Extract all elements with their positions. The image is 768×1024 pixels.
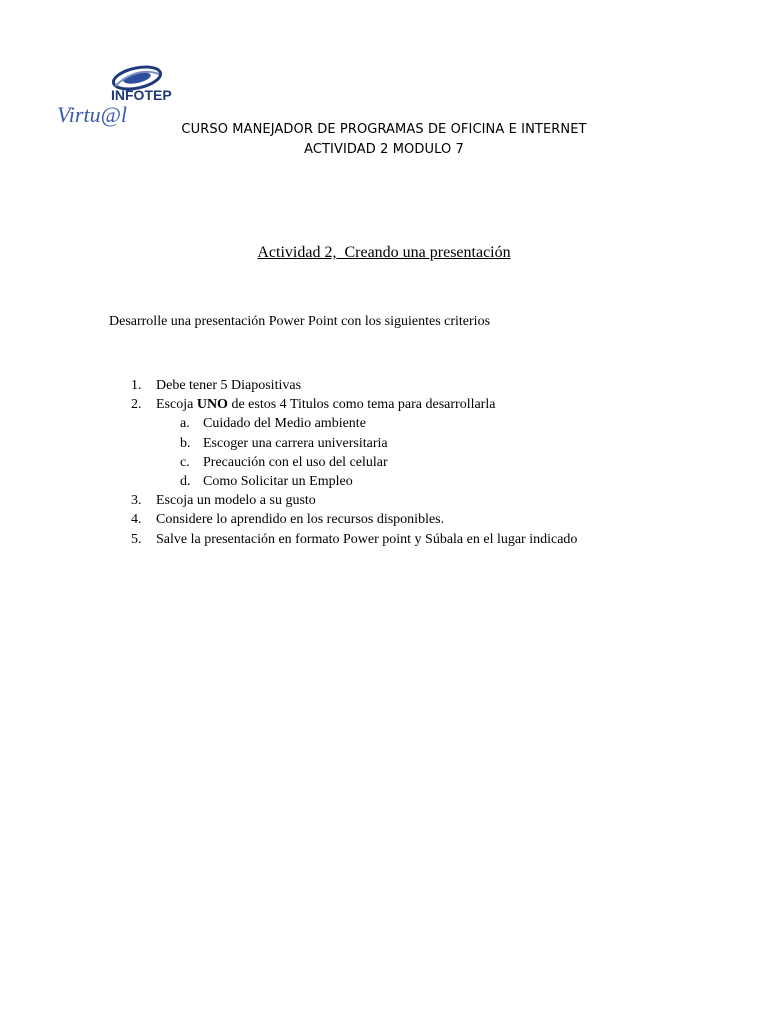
infotep-virtual-logo — [55, 60, 175, 130]
module-title: ACTIVIDAD 2 MODULO 7 — [304, 142, 464, 157]
sub-list-text: Escoger una carrera universitaria — [203, 435, 388, 451]
list-item — [0, 376, 768, 395]
list-text — [156, 395, 495, 414]
logo-sub-text: Virtu@l — [57, 102, 127, 127]
list-number: 2. — [131, 397, 142, 413]
list-item — [0, 395, 768, 414]
sub-list-letter: d. — [180, 473, 191, 489]
sub-list-item — [0, 434, 768, 453]
list-text: Debe tener 5 Diapositivas — [156, 378, 302, 393]
course-title: CURSO MANEJADOR DE PROGRAMAS DE OFICINA E INTERNET — [181, 122, 587, 137]
intro-paragraph: Desarrolle una presentación Power Point con los siguientes criterios — [109, 314, 491, 329]
list-number: 3. — [131, 493, 142, 509]
criteria-list — [0, 376, 768, 549]
sub-list-letter: b. — [180, 435, 191, 451]
list-text: Escoja un modelo a su gusto — [156, 493, 316, 509]
list-item — [0, 530, 768, 549]
sub-list-item — [0, 414, 768, 433]
sub-list-text: Como Solicitar un Empleo — [203, 473, 353, 489]
list-text: Considere lo aprendido en los recursos disponibles. — [156, 512, 445, 528]
list-text: Salve la presentación en formato Power point y Súbala en el lugar indicado — [156, 531, 578, 547]
sub-list-item — [0, 453, 768, 472]
sub-list-letter: c. — [180, 454, 190, 470]
sub-list-text: Cuidado del Medio ambiente — [203, 416, 366, 432]
list-item — [0, 491, 768, 510]
logo-graphic — [55, 60, 175, 130]
list-number: 5. — [131, 531, 142, 547]
sub-list-item — [0, 472, 768, 491]
list-number: 1. — [131, 378, 142, 393]
list-text-pre: Escoja — [156, 397, 197, 413]
list-number: 4. — [131, 512, 142, 528]
activity-title: Actividad 2, Creando una presentación — [257, 244, 511, 261]
list-item — [0, 510, 768, 529]
sub-list-letter: a. — [180, 416, 190, 432]
logo-brand-text: INFOTEP — [111, 87, 172, 103]
list-text-post: de estos 4 Titulos como tema para desarrollarla — [227, 397, 496, 413]
list-text-bold: UNO — [196, 397, 228, 413]
sub-list-text: Precaución con el uso del celular — [203, 454, 388, 470]
